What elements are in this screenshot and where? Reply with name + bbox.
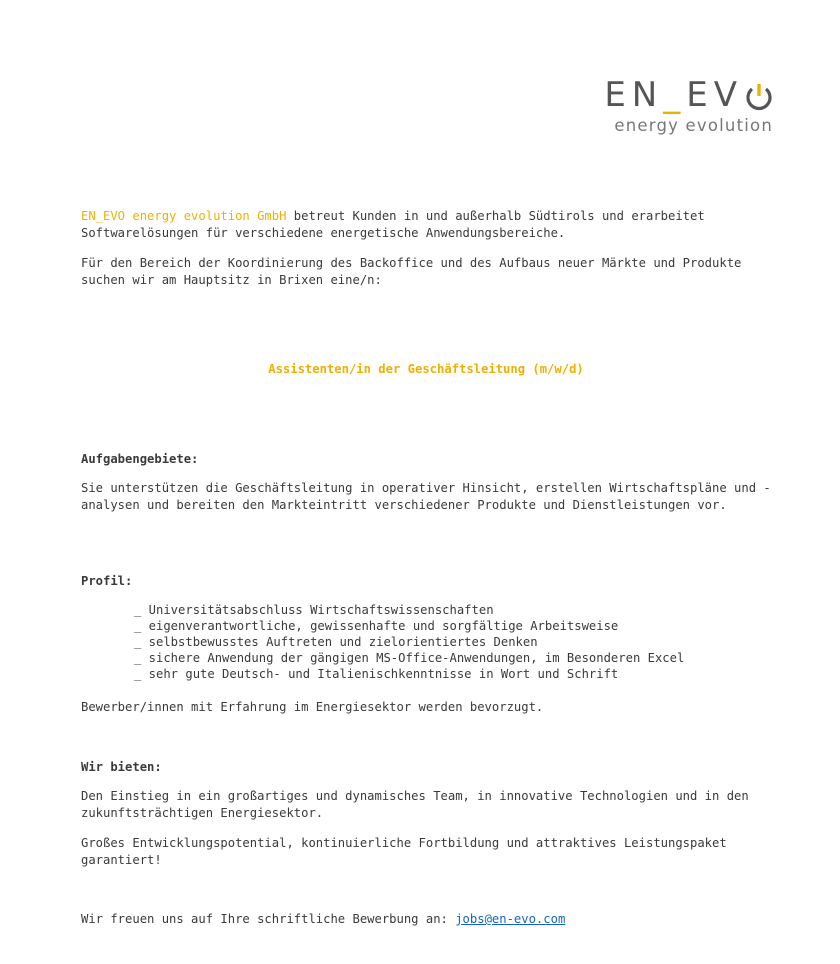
intro-paragraph-2: Für den Bereich der Koordinierung des Backoffice und des Aufbaus neuer Märkte und Produkte suchen wir am Hauptsitz in Brixen eine/n:	[81, 256, 742, 287]
company-logo	[604, 75, 773, 135]
logo-underscore: _	[663, 75, 687, 115]
offer-heading: Wir bieten:	[81, 760, 162, 774]
logo-tagline: energy evolution	[614, 116, 773, 135]
profile-item: _ Universitätsabschluss Wirtschaftswissenschaften	[134, 603, 494, 617]
intro-paragraph-1	[81, 208, 781, 241]
profile-item: _ selbstbewusstes Auftreten und zielorientiertes Denken	[134, 635, 538, 650]
profile-item: _ sehr gute Deutsch- und Italienischkenntnisse in Wort und Schrift	[134, 667, 619, 682]
logo-brand-prefix: EN	[604, 75, 664, 115]
job-title: Assistenten/in der Geschäftsleitung (m/w/d)	[268, 362, 584, 376]
intro-paragraph-1-text: betreut Kunden in und außerhalb Südtirols und erarbeitet Softwarelösungen für verschiedene energetische Anwendungsbereiche.	[81, 209, 705, 240]
company-name: EN_EVO energy evolution GmbH	[81, 209, 287, 223]
tasks-heading: Aufgabengebiete:	[81, 452, 199, 466]
profile-list	[134, 602, 684, 682]
profile-item: _ eigenverantwortliche, gewissenhafte und sorgfältige Arbeitsweise	[134, 619, 619, 634]
email-link[interactable]: jobs@en-evo.com	[455, 912, 566, 926]
contact-text: Wir freuen uns auf Ihre schriftliche Bewerbung an:	[81, 912, 456, 926]
offer-paragraph-1: Den Einstieg in ein großartiges und dynamisches Team, in innovative Technologien und in den zukunftsträchtigen Energiesektor.	[81, 789, 749, 820]
tasks-text: Sie unterstützen die Geschäftsleitung in operativer Hinsicht, erstellen Wirtschaftspläne und -analysen und bereiten den Markteintritt verschiedener Produkte und Dienstleistungen vor.	[81, 481, 771, 512]
power-icon	[745, 82, 773, 112]
contact-line	[81, 911, 781, 928]
applicants-note: Bewerber/innen mit Erfahrung im Energiesektor werden bevorzugt.	[81, 700, 544, 714]
profile-item: _ sichere Anwendung der gängigen MS-Office-Anwendungen, im Besonderen Excel	[134, 651, 685, 666]
logo-wordmark	[604, 75, 773, 115]
profile-heading: Profil:	[81, 574, 133, 588]
logo-brand-suffix: EV	[686, 75, 743, 115]
offer-paragraph-2: Großes Entwicklungspotential, kontinuierliche Fortbildung und attraktives Leistungspaket garantiert!	[81, 836, 727, 867]
